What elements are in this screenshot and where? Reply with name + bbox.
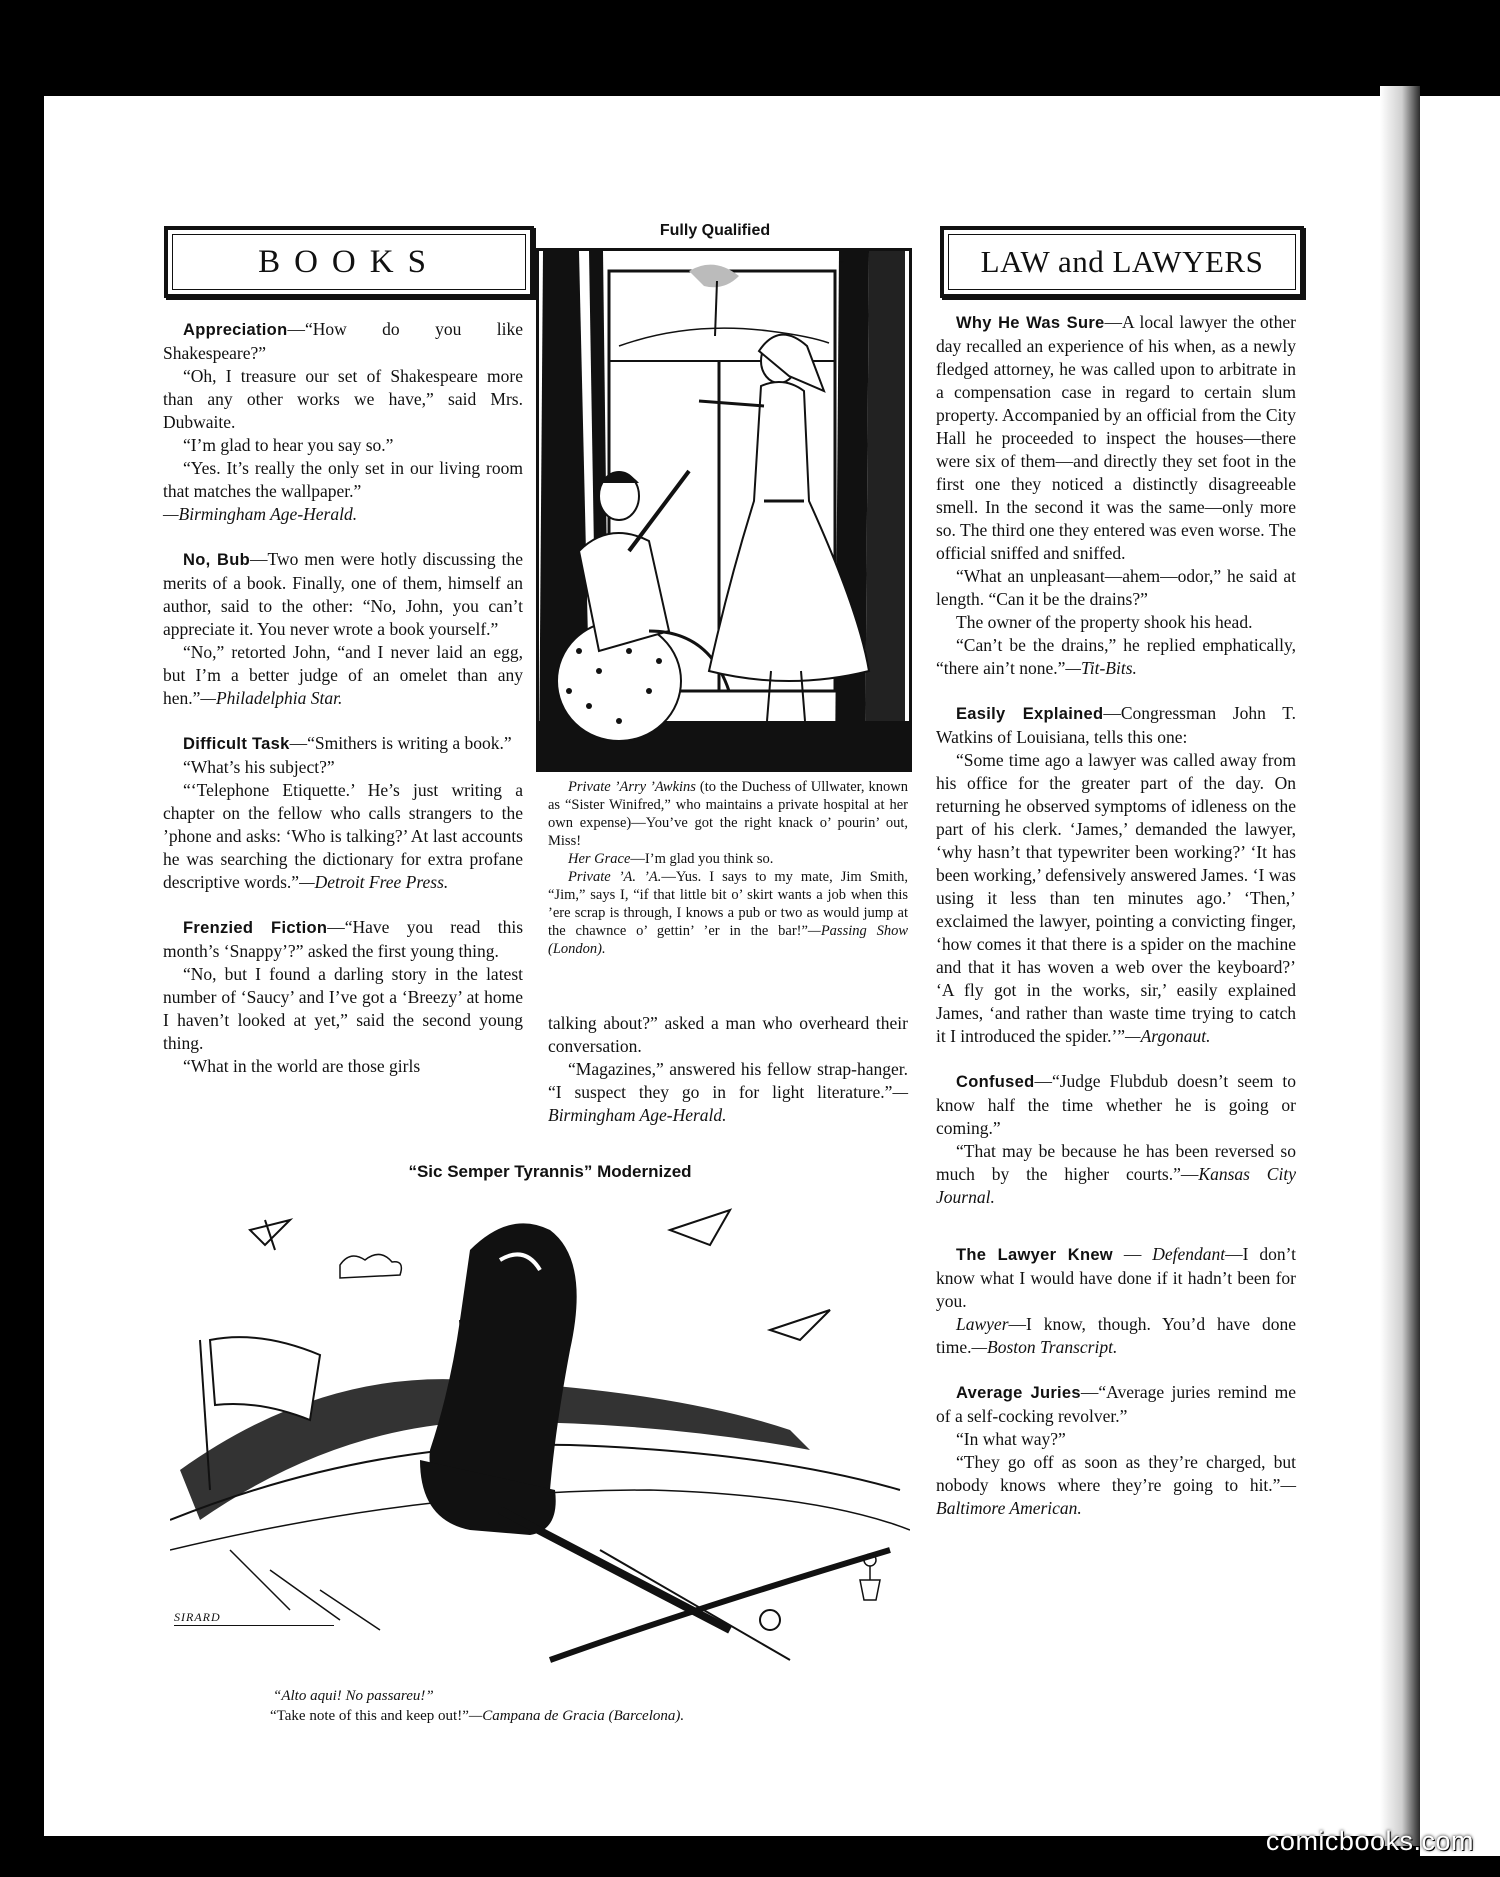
law-column	[936, 311, 1296, 1520]
law-item: Average Juries—“Average juries remind me of a self-cocking revolver.”	[936, 1382, 1296, 1426]
books-item: Appreciation—“How do you like Shakespeare?”	[163, 319, 523, 363]
books-item: talking about?” asked a man who overheard their conversation.	[548, 1013, 908, 1056]
law-item: “They go off as soon as they’re charged, but nobody knows where they’re going to hit.”—Baltimore American.	[936, 1452, 1296, 1518]
svg-text:~: ~	[839, 257, 844, 267]
caption-line: Private ’Arry ’Awkins (to the Duchess of Ullwater, known as “Sister Winifred,” who maintains a private hospital at her own expense)—You’ve got the right knack o’ pourin’ out, Miss!	[548, 779, 908, 849]
law-item: Why He Was Sure—A local lawyer the other day recalled an experience of his when, as a newly fledged attorney, he was called upon to arbitrate in a compensation case in regard to certain slum property. Accompanied by an official from the City Hall he proceeded to inspect the houses—there were six of them—and directly they set foot in the first one they noticed a distinctly disagreeable smell. In the second it was the same—only more so. The third one they entered was even worse. The official sniffed and sniffed.	[936, 312, 1296, 563]
books-continued	[548, 1012, 908, 1127]
caption-english: “Take note of this and keep out!”—Campana de Gracia (Barcelona).	[270, 1708, 685, 1724]
law-heading: LAW and LAWYERS	[980, 244, 1264, 279]
sic-semper-caption	[270, 1686, 870, 1726]
law-item: “That may be because he has been reversed so much by the higher courts.”—Kansas City Journal.	[936, 1141, 1296, 1207]
books-item: “Oh, I treasure our set of Shakespeare more than any other works we have,” said Mrs. Dubwaite.	[163, 366, 523, 432]
cartoon-drawing-boot	[170, 1190, 910, 1680]
cartoon-drawing-nurse-soldier	[539, 251, 909, 769]
caption-line: Private ’A. ’A.—Yus. I says to my mate, Jim Smith, “Jim,” says I, “if that little bit o’ skirt wants a job when this ’ere scrap is through, I knows a pub or two as would jump at the chawnce o’ gettin’ ’er in the bar!”—Passing Show (London).	[548, 869, 908, 957]
law-item: “Some time ago a lawyer was called away from his office for the greater part of the day. On returning he observed symptoms of idleness on the part of his clerk. ‘James,’ demanded the lawyer, ‘why hasn’t that typewriter been working?’ ‘It has been working,’ defensively answered James. ‘I was using it less than ten minutes ago.’ ‘Then,’ exclaimed the lawyer, pointing a convicting finger, ‘how comes it that there is a spider on the machine and that it has woven a web over the keyboard?’ ‘A fly got in the works, sir,’ easily explained James, ‘and rather than waste time trying to catch it I introduced the spider.’”—Argonaut.	[936, 750, 1296, 1046]
books-item: Frenzied Fiction—“Have you read this month’s ‘Snappy’?” asked the first young thing.	[163, 917, 524, 961]
law-item: Lawyer—I know, though. You’d have done time.—Boston Transcript.	[936, 1314, 1296, 1357]
law-item: Easily Explained—Congressman John T. Watkins of Louisiana, tells this one:	[936, 703, 1296, 747]
books-item: “‘Telephone Etiquette.’ He’s just writing a chapter on the fellow who calls strangers to the ’phone and asks: ‘Who is talking?’ At last accounts he was searching the dictionary for extra profane descriptive words.”—Detroit Free Press.	[163, 780, 523, 892]
books-heading: BOOKS	[258, 243, 440, 280]
books-source: —Birmingham Age-Herald.	[163, 504, 358, 524]
fully-qualified-illustration	[536, 248, 912, 772]
fully-qualified-caption	[548, 778, 908, 958]
books-item: “No, but I found a darling story in the latest number of ‘Saucy’ and I’ve got a ‘Breezy’ at home I haven’t looked at yet,” said the second young thing.	[163, 964, 523, 1053]
books-item: Difficult Task—“Smithers is writing a book.”	[183, 733, 512, 753]
law-item: “What an unpleasant—ahem—odor,” he said at length. “Can it be the drains?”	[936, 566, 1296, 609]
books-item: “I’m glad to hear you say so.”	[183, 435, 394, 455]
law-item: “In what way?”	[956, 1429, 1066, 1449]
law-item: “Can’t be the drains,” he replied emphatically, “there ain’t none.”—Tit-Bits.	[936, 635, 1296, 678]
facing-page-edge	[1420, 96, 1500, 1856]
books-heading-box	[164, 226, 534, 298]
books-column	[163, 318, 523, 1078]
books-item: No, Bub—Two men were hotly discussing the merits of a book. Finally, one of them, himself an author, said to the other: “No, John, you can’t appreciate it. You never wrote a book yourself.”	[163, 549, 523, 639]
sic-semper-title: “Sic Semper Tyrannis” Modernized	[408, 1162, 692, 1181]
book-spine	[1380, 86, 1420, 1846]
books-item: “No,” retorted John, “and I never laid an egg, but I’m a better judge of an omelet than any hen.”—Philadelphia Star.	[163, 642, 523, 708]
law-heading-box	[940, 226, 1304, 298]
books-item: “Magazines,” answered his fellow strap-hanger. “I suspect they go in for light literature.”—Birmingham Age-Herald.	[548, 1059, 908, 1125]
law-item: The Lawyer Knew — Defendant—I don’t know what I would have done if it hadn’t been for you.	[936, 1244, 1297, 1311]
books-item: “Yes. It’s really the only set in our living room that matches the wallpaper.”	[163, 458, 523, 501]
caption-line: Her Grace—I’m glad you think so.	[568, 851, 774, 867]
fully-qualified-title: Fully Qualified	[659, 222, 771, 239]
books-item: “What in the world are those girls	[183, 1056, 421, 1076]
law-item: Confused—“Judge Flubdub doesn’t seem to know half the time whether he is going or coming.”	[936, 1071, 1296, 1138]
cartoonist-signature: SIRARD	[174, 1610, 334, 1626]
law-item: The owner of the property shook his head.	[956, 612, 1253, 632]
sic-semper-illustration	[170, 1190, 910, 1680]
caption-spanish: “Alto aqui! No passareu!”	[273, 1688, 434, 1704]
books-item: “What’s his subject?”	[183, 757, 335, 777]
site-watermark: comicbooks.com	[1265, 1826, 1474, 1856]
